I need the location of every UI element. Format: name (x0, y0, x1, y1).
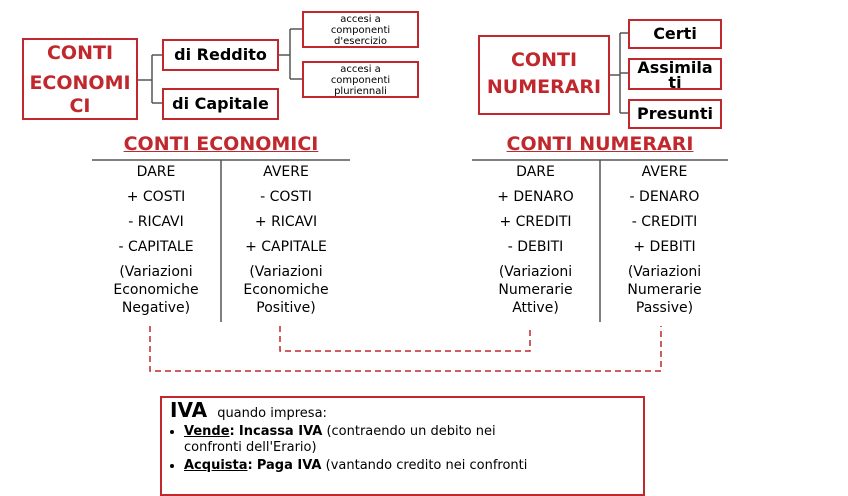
numerari-avere-header: AVERE (641, 164, 688, 180)
economici-avere-r3: + CAPITALE (245, 239, 327, 255)
conti-numerari-box (478, 35, 610, 115)
presunti-box (628, 99, 722, 129)
conti-economici-line2: ECONOMI (29, 72, 131, 94)
iva-title: IVA (170, 398, 208, 422)
economici-avere-n1: (Variazioni (249, 264, 323, 280)
numerari-avere-n2: Numerarie (627, 282, 702, 298)
conti-numerari-line1: CONTI (510, 49, 578, 71)
economici-avere-header: AVERE (263, 164, 309, 180)
sub2-line2: componenti (330, 75, 391, 86)
reddito-sub-esercizio (302, 11, 419, 48)
numerari-dare-n3: Attive) (512, 300, 559, 316)
iva-vende-text2: confronti dell'Erario) (184, 440, 317, 455)
economici-dare-n1: (Variazioni (119, 264, 193, 280)
numerari-avere-n3: Passive) (635, 300, 694, 316)
di-capitale-box (162, 88, 279, 120)
economici-dare-n3: Negative) (121, 300, 191, 316)
sub2-line3: pluriennali (334, 86, 387, 97)
iva-vende-item (184, 424, 635, 456)
economici-avere-n3: Positive) (256, 300, 316, 316)
economici-dare-r2: - RICAVI (128, 214, 184, 230)
numerari-dare-n1: (Variazioni (498, 264, 573, 280)
sub1-line1: accesi a (340, 14, 381, 25)
numerari-dare-column (472, 163, 599, 317)
iva-list (170, 424, 635, 474)
certi-label: Certi (653, 24, 697, 43)
numerari-avere-column (601, 163, 728, 317)
economici-dare-r1: + COSTI (126, 189, 186, 205)
conti-economici-line1: CONTI (46, 42, 114, 64)
numerari-avere-r2: - CREDITI (631, 214, 698, 230)
economici-avere-n2: Economiche (243, 282, 329, 298)
assimilati-line2: ti (668, 73, 682, 92)
conti-economici-line3: CI (69, 95, 91, 117)
di-reddito-box (162, 39, 279, 71)
numerari-dare-r2: + CREDITI (499, 214, 572, 230)
iva-vende-text: (contraendo un debito nei (326, 424, 496, 439)
sub1-line3: d'esercizio (334, 36, 387, 47)
numerari-dare-n2: Numerarie (498, 282, 573, 298)
iva-acquista-bold: Paga IVA (256, 458, 322, 473)
numerari-avere-r3: + DEBITI (633, 239, 696, 255)
iva-acquista-text: (vantando credito nei confronti (325, 458, 528, 473)
iva-acquista-label: Acquista (184, 458, 248, 473)
economici-avere-r2: + RICAVI (254, 214, 318, 230)
economici-dare-header: DARE (136, 164, 176, 180)
iva-box (160, 396, 645, 496)
economici-dare-r3: - CAPITALE (118, 239, 194, 255)
conti-numerari-title: CONTI NUMERARI (506, 133, 694, 155)
numerari-dare-header: DARE (516, 164, 555, 180)
iva-vende-sep: : (229, 424, 235, 439)
assimilati-box (628, 58, 722, 90)
numerari-dare-r3: - DEBITI (507, 239, 564, 255)
presunti-label: Presunti (637, 104, 713, 123)
numerari-avere-n1: (Variazioni (627, 264, 702, 280)
sub2-line1: accesi a (340, 64, 381, 75)
reddito-sub-pluriennali (302, 61, 419, 98)
economici-dare-n2: Economiche (113, 282, 199, 298)
numerari-dare-r1: + DENARO (497, 189, 574, 205)
numerari-avere-r1: - DENARO (629, 189, 700, 205)
economici-dare-column (92, 163, 220, 317)
iva-vende-bold: Incassa IVA (238, 424, 323, 439)
sub1-line2: componenti (330, 25, 391, 36)
iva-vende-label: Vende (184, 424, 230, 439)
di-capitale-label: di Capitale (172, 94, 269, 113)
economici-avere-r1: - COSTI (260, 189, 312, 205)
economici-avere-column (222, 163, 350, 317)
certi-box (628, 19, 722, 49)
conti-economici-box (22, 38, 138, 120)
assimilati-line1: Assimila (637, 58, 713, 77)
iva-subtitle: quando impresa: (217, 406, 327, 421)
conti-numerari-line2: NUMERARI (486, 76, 602, 98)
di-reddito-label: di Reddito (174, 45, 267, 64)
conti-economici-title: CONTI ECONOMICI (123, 133, 319, 155)
iva-acquista-sep: : (247, 458, 253, 473)
iva-acquista-item (184, 458, 635, 474)
